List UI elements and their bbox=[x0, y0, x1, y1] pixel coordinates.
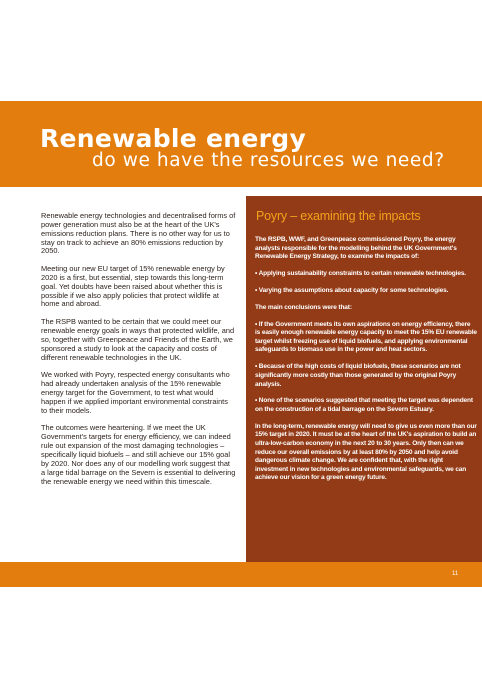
footer-band bbox=[0, 562, 482, 587]
left-paragraph-4: We worked with Poyry, respected energy consultants who had already undertaken analysis of the 15% renewable energy target for the Government, to test what would happen if we applied important environmental constraints to their models. bbox=[41, 370, 230, 415]
box-bullet-1: • Applying sustainability constraints to certain renewable technologies. bbox=[255, 270, 466, 278]
box-paragraph-intro: The RSPB, WWF, and Greenpeace commissioned Poyry, the energy analysts responsible for the modelling behind the UK Government's Renewable Energy Strategy, to examine the impacts of: bbox=[255, 236, 457, 261]
sidebar-box-title: Poyry – examining the impacts bbox=[256, 209, 421, 223]
left-paragraph-2: Meeting our new EU target of 15% renewable energy by 2020 is a first, but essential, step towards this long-term goal. Yet doubts have been raised about whether this is possible if we also apply policies that protect wildlife at home and abroad. bbox=[41, 264, 225, 309]
box-paragraph-closing: In the long-term, renewable energy will need to give us even more than our 15% target in 2020. It must be at the heart of the UK's aspiration to build an ultra-low-carbon economy in the next 20 to 30 years. Only then can we reduce our overall emissions by at least 80% by 2050 and help avoid dangerous climate change. We are confident that, with the right investment in new technologies and environmental safeguards, we can achieve our vision for a green energy future. bbox=[255, 422, 477, 482]
left-paragraph-5: The outcomes were heartening. If we meet the UK Government's targets for energy efficiency, we can indeed rule out expansion of the most damaging technologies – specifically liquid biofuels – and still achieve our 15% goal by 2020. Nor does any of our modelling work suggest that a large tidal barrage on the Severn is essential to delivering the renewable energy we need within this timescale. bbox=[41, 423, 236, 486]
left-paragraph-1: Renewable energy technologies and decentralised forms of power generation must also be at the heart of the UK's emissions reduction plans. There is no other way for us to stay on track to achieve an 80% emissions reduction by 2050. bbox=[41, 211, 236, 256]
sidebar-box-body bbox=[255, 236, 477, 491]
box-bullet-2: • Varying the assumptions about capacity for some technologies. bbox=[255, 286, 449, 294]
page-subtitle: do we have the resources we need? bbox=[92, 150, 445, 171]
page-number: 11 bbox=[452, 571, 459, 577]
box-bullet-5: • None of the scenarios suggested that meeting the target was dependent on the construction of a tidal barrage on the Severn Estuary. bbox=[255, 397, 473, 413]
box-bullet-4: • Because of the high costs of liquid biofuels, these scenarios are not significantly more costly than those generated by the original Poyry analysis. bbox=[255, 363, 461, 388]
left-column bbox=[41, 212, 236, 495]
page-title: Renewable energy bbox=[40, 124, 307, 153]
box-bullet-3: • If the Government meets its own aspirations on energy efficiency, there is easily enough renewable energy capacity to meet the 15% EU renewable target whilst freezing use of liquid biofuels, and applying environmental safeguards to biomass use in the power and heat sectors. bbox=[255, 320, 477, 354]
left-paragraph-3: The RSPB wanted to be certain that we could meet our renewable energy goals in ways that protected wildlife, and so, together with Greenpeace and Friends of the Earth, we sponsored a study to look at the capacity and costs of different renewable technologies in the UK. bbox=[41, 317, 235, 362]
box-conclusions-heading: The main conclusions were that: bbox=[255, 303, 352, 311]
